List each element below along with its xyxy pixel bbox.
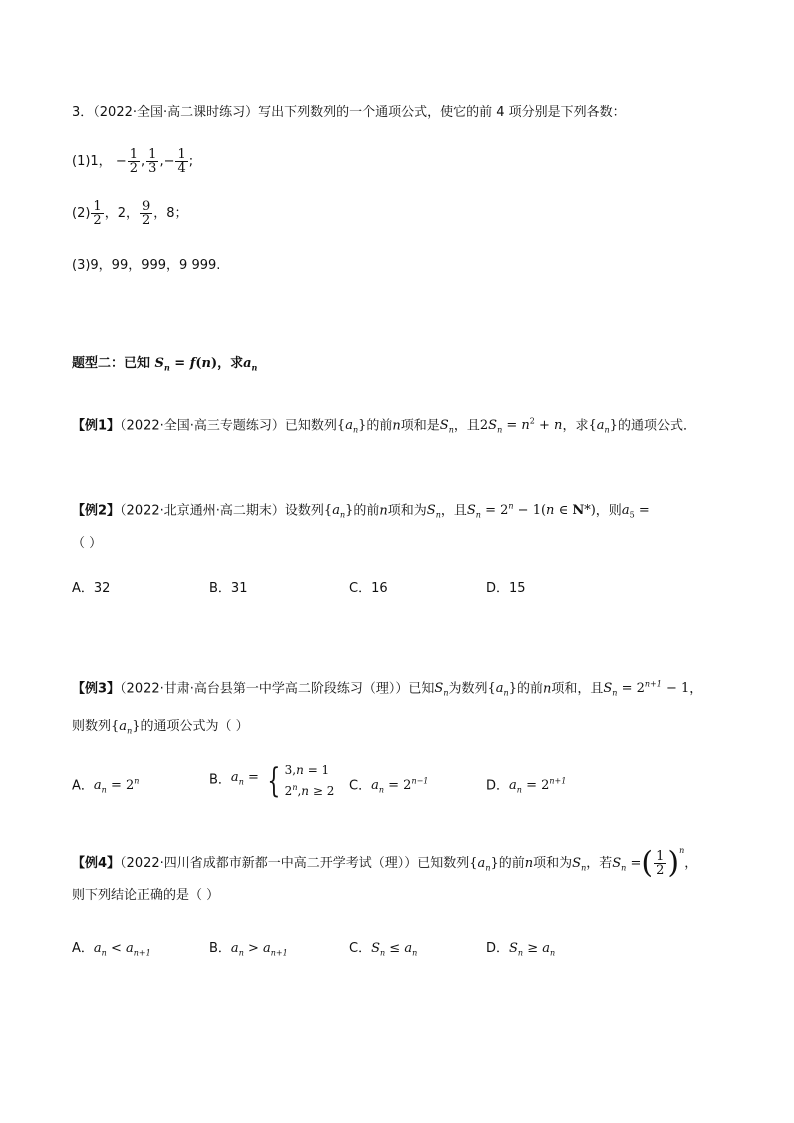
example-3-text: （2022·甘肃·高台县第一中学高二阶段练习（理））已知 <box>120 681 435 697</box>
exponent-n: n <box>679 846 685 855</box>
var-n: n <box>542 681 552 697</box>
comma: ， <box>689 681 703 697</box>
heading-prefix: 题型二：已知 <box>72 356 151 371</box>
paren-open: ( <box>641 845 654 881</box>
example-2-tag: 【例2】 <box>72 503 121 519</box>
q3-part1 <box>72 148 193 175</box>
comma: ， <box>684 856 698 871</box>
half-fraction: $\frac{1}{2}$ <box>656 849 665 878</box>
example-3-condition: $S_n = 2^{n+1} - 1$ <box>603 680 690 698</box>
section-heading <box>72 354 257 378</box>
example-1-tag: 【例1】 <box>72 418 121 434</box>
option-label: C． <box>349 778 372 794</box>
example-1-text: 的通项公式． <box>617 418 696 434</box>
option-c[interactable] <box>349 772 428 801</box>
option-a[interactable] <box>72 939 151 964</box>
example-3-line2-b: 的通项公式为（ ） <box>140 719 249 734</box>
option-label: B． <box>209 941 231 956</box>
option-formula: $a_n = 2^n$ <box>93 777 140 795</box>
example-3-text: 的前 <box>516 681 543 697</box>
example-4-text: 的前 <box>498 856 525 871</box>
example-2-text: 的前 <box>353 503 380 519</box>
option-d[interactable] <box>486 772 566 801</box>
sum-symbol: $S_n$ <box>426 503 441 520</box>
q3-part2-mid: ，2， <box>104 206 139 221</box>
example-1-condition: $2S_n = n^2 + n$ <box>479 417 563 435</box>
paren-close: ) <box>667 845 680 881</box>
example-2-target: $a_5$ = <box>621 503 650 520</box>
example-4-text: ，若 <box>586 856 613 871</box>
example-1-text: （2022·全国·高三专题练习）已知数列 <box>120 418 337 434</box>
example-3-text: 为数列 <box>448 681 488 697</box>
example-2-text: （2022·北京通州·高二期末）设数列 <box>120 503 324 519</box>
q3-part3: (3)9，99，999，9 999. <box>72 258 221 273</box>
seq-symbol: $\{a_n\}$ <box>588 418 618 435</box>
option-label: D． <box>486 778 510 794</box>
example-4-text: （2022·四川省成都市新都一中高二开学考试（理））已知数列 <box>120 856 470 871</box>
option-formula: $a_n = 2^{n+1}$ <box>509 777 567 795</box>
option-formula: $a_n > a_{n+1}$ <box>230 941 288 958</box>
option-label: A． <box>72 778 94 794</box>
example-3-line2 <box>72 717 249 742</box>
example-2 <box>72 497 650 526</box>
option-formula: $a_n = 2^{n-1}$ <box>371 777 429 795</box>
q3-part2: (2) $\frac{1}{2}$ ，2， $\frac{9}{2}$ ，8； <box>72 199 188 228</box>
var-n: n <box>524 856 534 871</box>
example-2-text: ，则 <box>595 503 622 519</box>
q3-part2-prefix: (2) <box>72 206 91 221</box>
option-b[interactable] <box>209 761 334 800</box>
option-c[interactable] <box>349 939 417 964</box>
q3-part1-terms: − $\frac{1}{2}$ , $\frac{1}{3}$ ,− $\frac{1}{4}$ ; <box>115 147 194 176</box>
example-3-line2-a: 则数列 <box>72 719 112 734</box>
example-4-condition: $S_n$ = <box>612 856 642 873</box>
heading-mid: ，求 <box>217 356 244 371</box>
example-4-text: 项和为 <box>533 856 573 871</box>
option-b[interactable] <box>209 939 288 964</box>
example-3-text: 项和，且 <box>551 681 604 697</box>
option-d[interactable] <box>486 939 555 964</box>
seq-symbol: $\{a_n\}$ <box>469 856 499 873</box>
example-1-text: 的前 <box>366 418 393 434</box>
seq-symbol: $\{a_n\}$ <box>111 719 141 736</box>
seq-symbol: $\{a_n\}$ <box>487 681 517 698</box>
sum-symbol: $S_n$ <box>434 681 449 698</box>
var-n: n <box>392 418 401 434</box>
example-3 <box>72 675 702 704</box>
example-4-line2: 则下列结论正确的是（ ） <box>72 888 220 903</box>
option-formula: $a_n < a_{n+1}$ <box>93 941 151 958</box>
example-1 <box>72 412 696 441</box>
example-1-text: ，求 <box>562 418 589 434</box>
option-c[interactable]: C．16 <box>349 581 388 596</box>
option-a[interactable] <box>72 772 139 801</box>
sum-symbol: $S_n$ <box>439 418 454 435</box>
q3-part2-end: ，8； <box>153 206 188 221</box>
example-1-text: 项和是 <box>400 418 440 434</box>
option-label: C． <box>349 941 372 956</box>
option-formula: $a_n$ = <box>230 770 259 787</box>
option-formula: $S_n \le a_n$ <box>371 941 418 958</box>
example-2-text: ，且 <box>440 503 467 519</box>
option-label: A． <box>72 941 94 956</box>
q3-stem: 3．（2022·全国·高二课时练习）写出下列数列的一个通项公式，使它的前 4 项分别是下列各数： <box>72 105 626 120</box>
answer-blank: （ ） <box>72 536 103 551</box>
heading-target: $a_n$ <box>243 356 258 373</box>
option-d[interactable]: D．15 <box>486 581 526 596</box>
example-2-condition: $S_n = 2^n - 1(n$ ∈ N*) <box>466 502 596 520</box>
q3-part1-prefix: (1)1， <box>72 154 112 169</box>
example-3-tag: 【例3】 <box>72 681 121 697</box>
example-4 <box>72 841 697 879</box>
piecewise: { 3,n = 1 2$^n$,n ≥ 2 <box>267 760 335 801</box>
option-a[interactable]: A．32 <box>72 581 111 596</box>
sum-symbol: $S_n$ <box>572 856 587 873</box>
example-2-text: 项和为 <box>387 503 427 519</box>
option-b[interactable]: B．31 <box>209 581 248 596</box>
var-n: n <box>379 503 388 519</box>
seq-symbol: $\{a_n\}$ <box>323 503 354 520</box>
example-1-text: ，且 <box>453 418 480 434</box>
example-4-tag: 【例4】 <box>72 856 121 871</box>
heading-formula: $S_n = f(n)$ <box>154 356 218 373</box>
option-label: B． <box>209 772 231 788</box>
seq-symbol: $\{a_n\}$ <box>336 418 367 435</box>
option-label: D． <box>486 941 510 956</box>
option-formula: $S_n \ge a_n$ <box>509 941 556 958</box>
